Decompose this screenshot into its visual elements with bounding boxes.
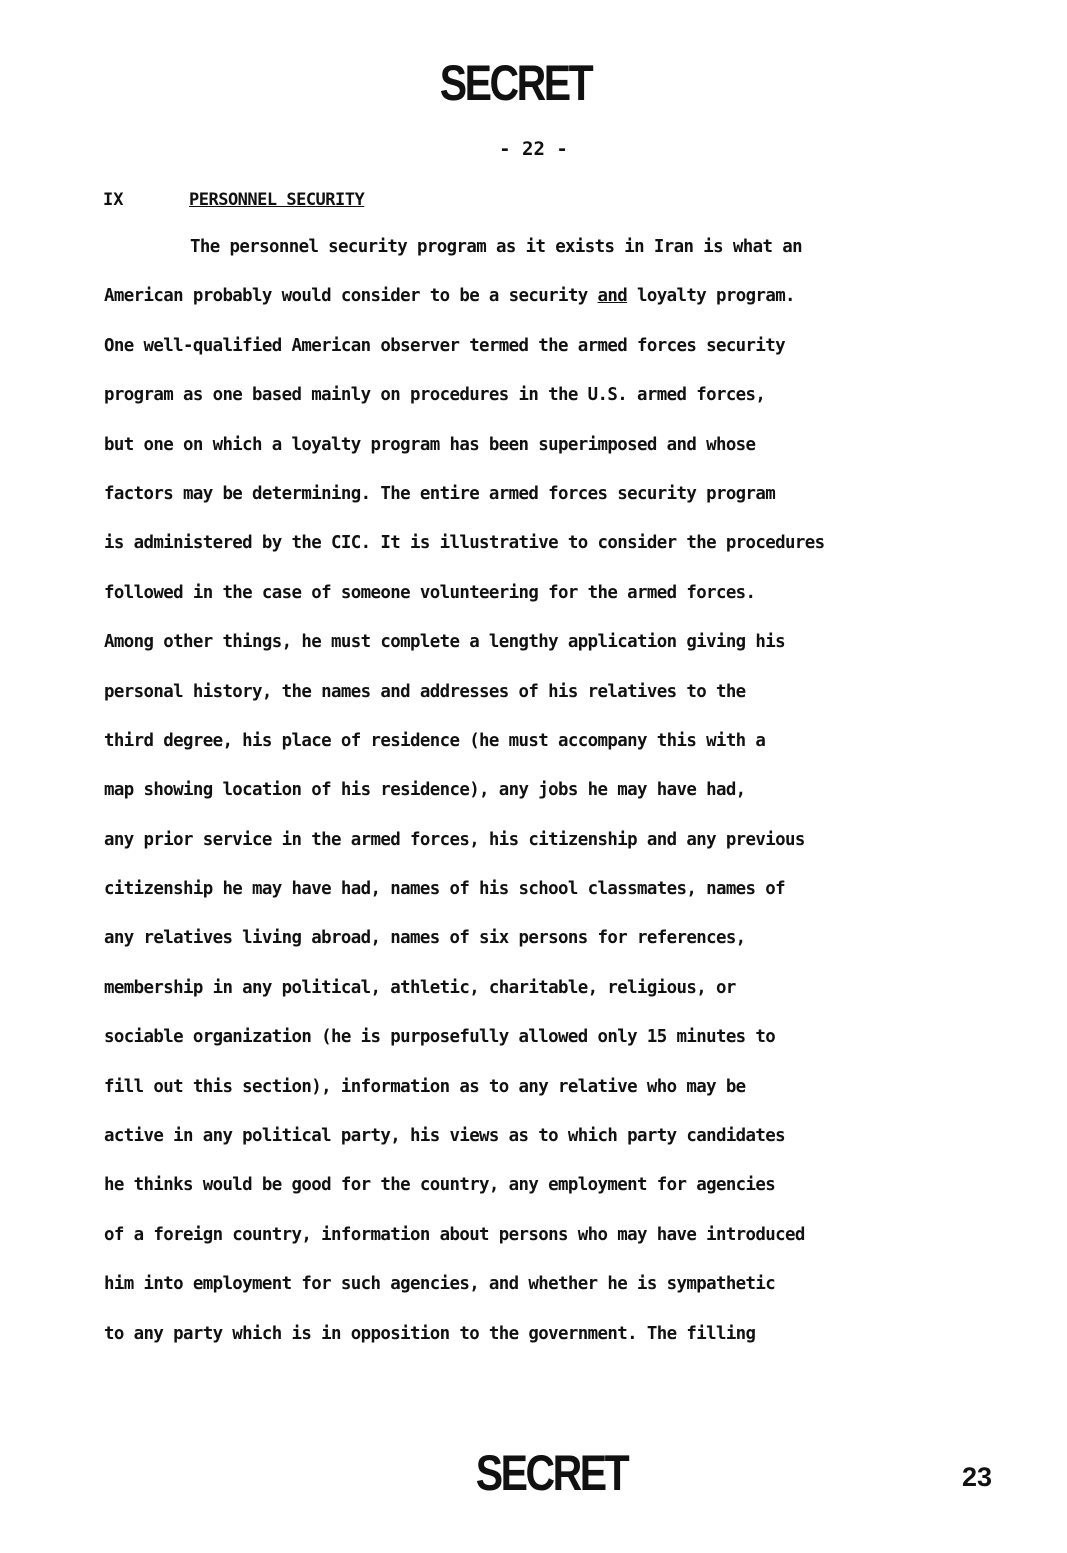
- body-text: [104, 232, 1044, 1368]
- section-heading: [103, 190, 364, 210]
- text-line: third degree, his place of residence (he must accompany this with a: [104, 730, 766, 751]
- page-indicator: - 22 -: [499, 138, 568, 160]
- text-line: program as one based mainly on procedures in the U.S. armed forces,: [104, 385, 766, 406]
- text-line: personal history, the names and addresses of his relatives to the: [104, 681, 746, 702]
- text-line: fill out this section), information as to any relative who may be: [104, 1076, 746, 1097]
- text-line: One well-qualified American observer termed the armed forces security: [104, 335, 786, 356]
- text-line: factors may be determining. The entire armed forces security program: [104, 483, 776, 504]
- text-line: any prior service in the armed forces, his citizenship and any previous: [104, 829, 805, 850]
- classification-marking-bottom: SECRET: [475, 1445, 628, 1501]
- text-line: of a foreign country, information about persons who may have introduced: [104, 1224, 805, 1245]
- text-line: active in any political party, his views as to which party candidates: [104, 1126, 786, 1147]
- text-line: followed in the case of someone volunteering for the armed forces.: [104, 582, 756, 603]
- section-number: IX: [103, 190, 124, 210]
- text-line: [104, 281, 1044, 330]
- text-line: but one on which a loyalty program has been superimposed and whose: [104, 434, 756, 455]
- text-line: membership in any political, athletic, charitable, religious, or: [104, 977, 736, 998]
- classification-marking-top: SECRET: [439, 55, 592, 111]
- text-line: map showing location of his residence), any jobs he may have had,: [104, 780, 746, 801]
- text-line: The personnel security program as it exists in Iran is what an: [190, 237, 802, 257]
- text-line: citizenship he may have had, names of his school classmates, names of: [104, 879, 786, 900]
- text-line: him into employment for such agencies, and whether he is sympathetic: [104, 1274, 776, 1295]
- text-line: sociable organization (he is purposefully allowed only 15 minutes to: [104, 1027, 776, 1048]
- text-line: any relatives living abroad, names of six persons for references,: [104, 928, 746, 949]
- text-segment: loyalty program.: [627, 286, 795, 307]
- text-line: is administered by the CIC. It is illustrative to consider the procedures: [104, 533, 825, 554]
- text-line: he thinks would be good for the country, any employment for agencies: [104, 1175, 776, 1196]
- page-number: 23: [962, 1462, 993, 1492]
- text-segment: American probably would consider to be a security: [104, 286, 598, 307]
- underlined-word: and: [597, 286, 628, 307]
- section-title: PERSONNEL SECURITY: [189, 190, 365, 210]
- text-line: to any party which is in opposition to the government. The filling: [104, 1323, 756, 1344]
- text-line: Among other things, he must complete a lengthy application giving his: [104, 632, 786, 653]
